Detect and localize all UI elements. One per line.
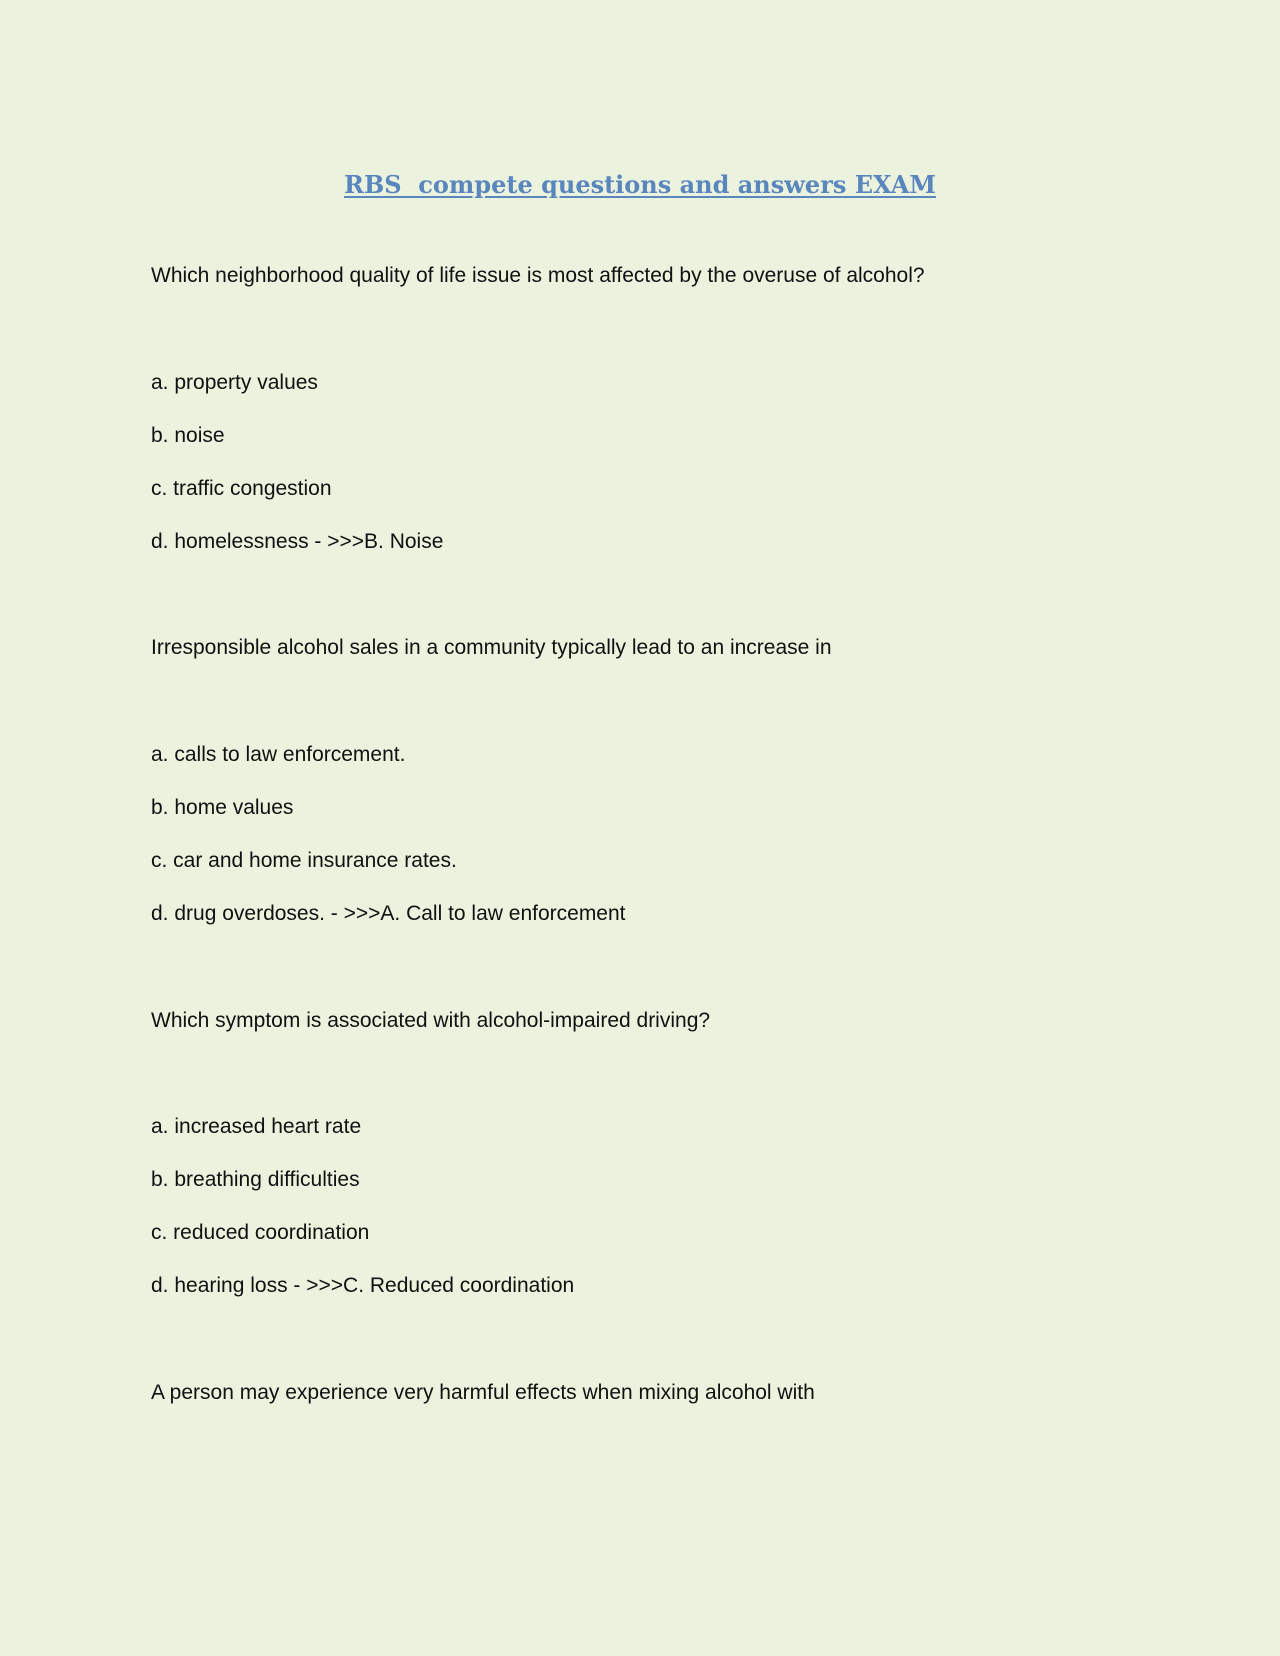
answer-option-with-answer: d. hearing loss - >>>C. Reduced coordination	[151, 1274, 575, 1297]
question-prompt: Which symptom is associated with alcohol-impaired driving?	[151, 1009, 711, 1032]
answer-option: b. breathing difficulties	[151, 1168, 360, 1191]
answer-option-with-answer: d. homelessness - >>>B. Noise	[151, 530, 444, 553]
answer-option: a. increased heart rate	[151, 1115, 362, 1138]
question-prompt: A person may experience very harmful effects when mixing alcohol with	[151, 1381, 815, 1404]
question-prompt: Irresponsible alcohol sales in a community typically lead to an increase in	[151, 636, 832, 659]
document-title: RBS compete questions and answers EXAM	[344, 170, 936, 199]
question-prompt: Which neighborhood quality of life issue is most affected by the overuse of alcohol?	[151, 264, 925, 287]
answer-option: c. car and home insurance rates.	[151, 849, 457, 872]
answer-option: a. property values	[151, 371, 318, 394]
answer-option: c. traffic congestion	[151, 477, 332, 500]
answer-option: b. home values	[151, 796, 294, 819]
answer-option: b. noise	[151, 424, 225, 447]
answer-option-with-answer: d. drug overdoses. - >>>A. Call to law enforcement	[151, 902, 626, 925]
answer-option: c. reduced coordination	[151, 1221, 370, 1244]
answer-option: a. calls to law enforcement.	[151, 743, 406, 766]
